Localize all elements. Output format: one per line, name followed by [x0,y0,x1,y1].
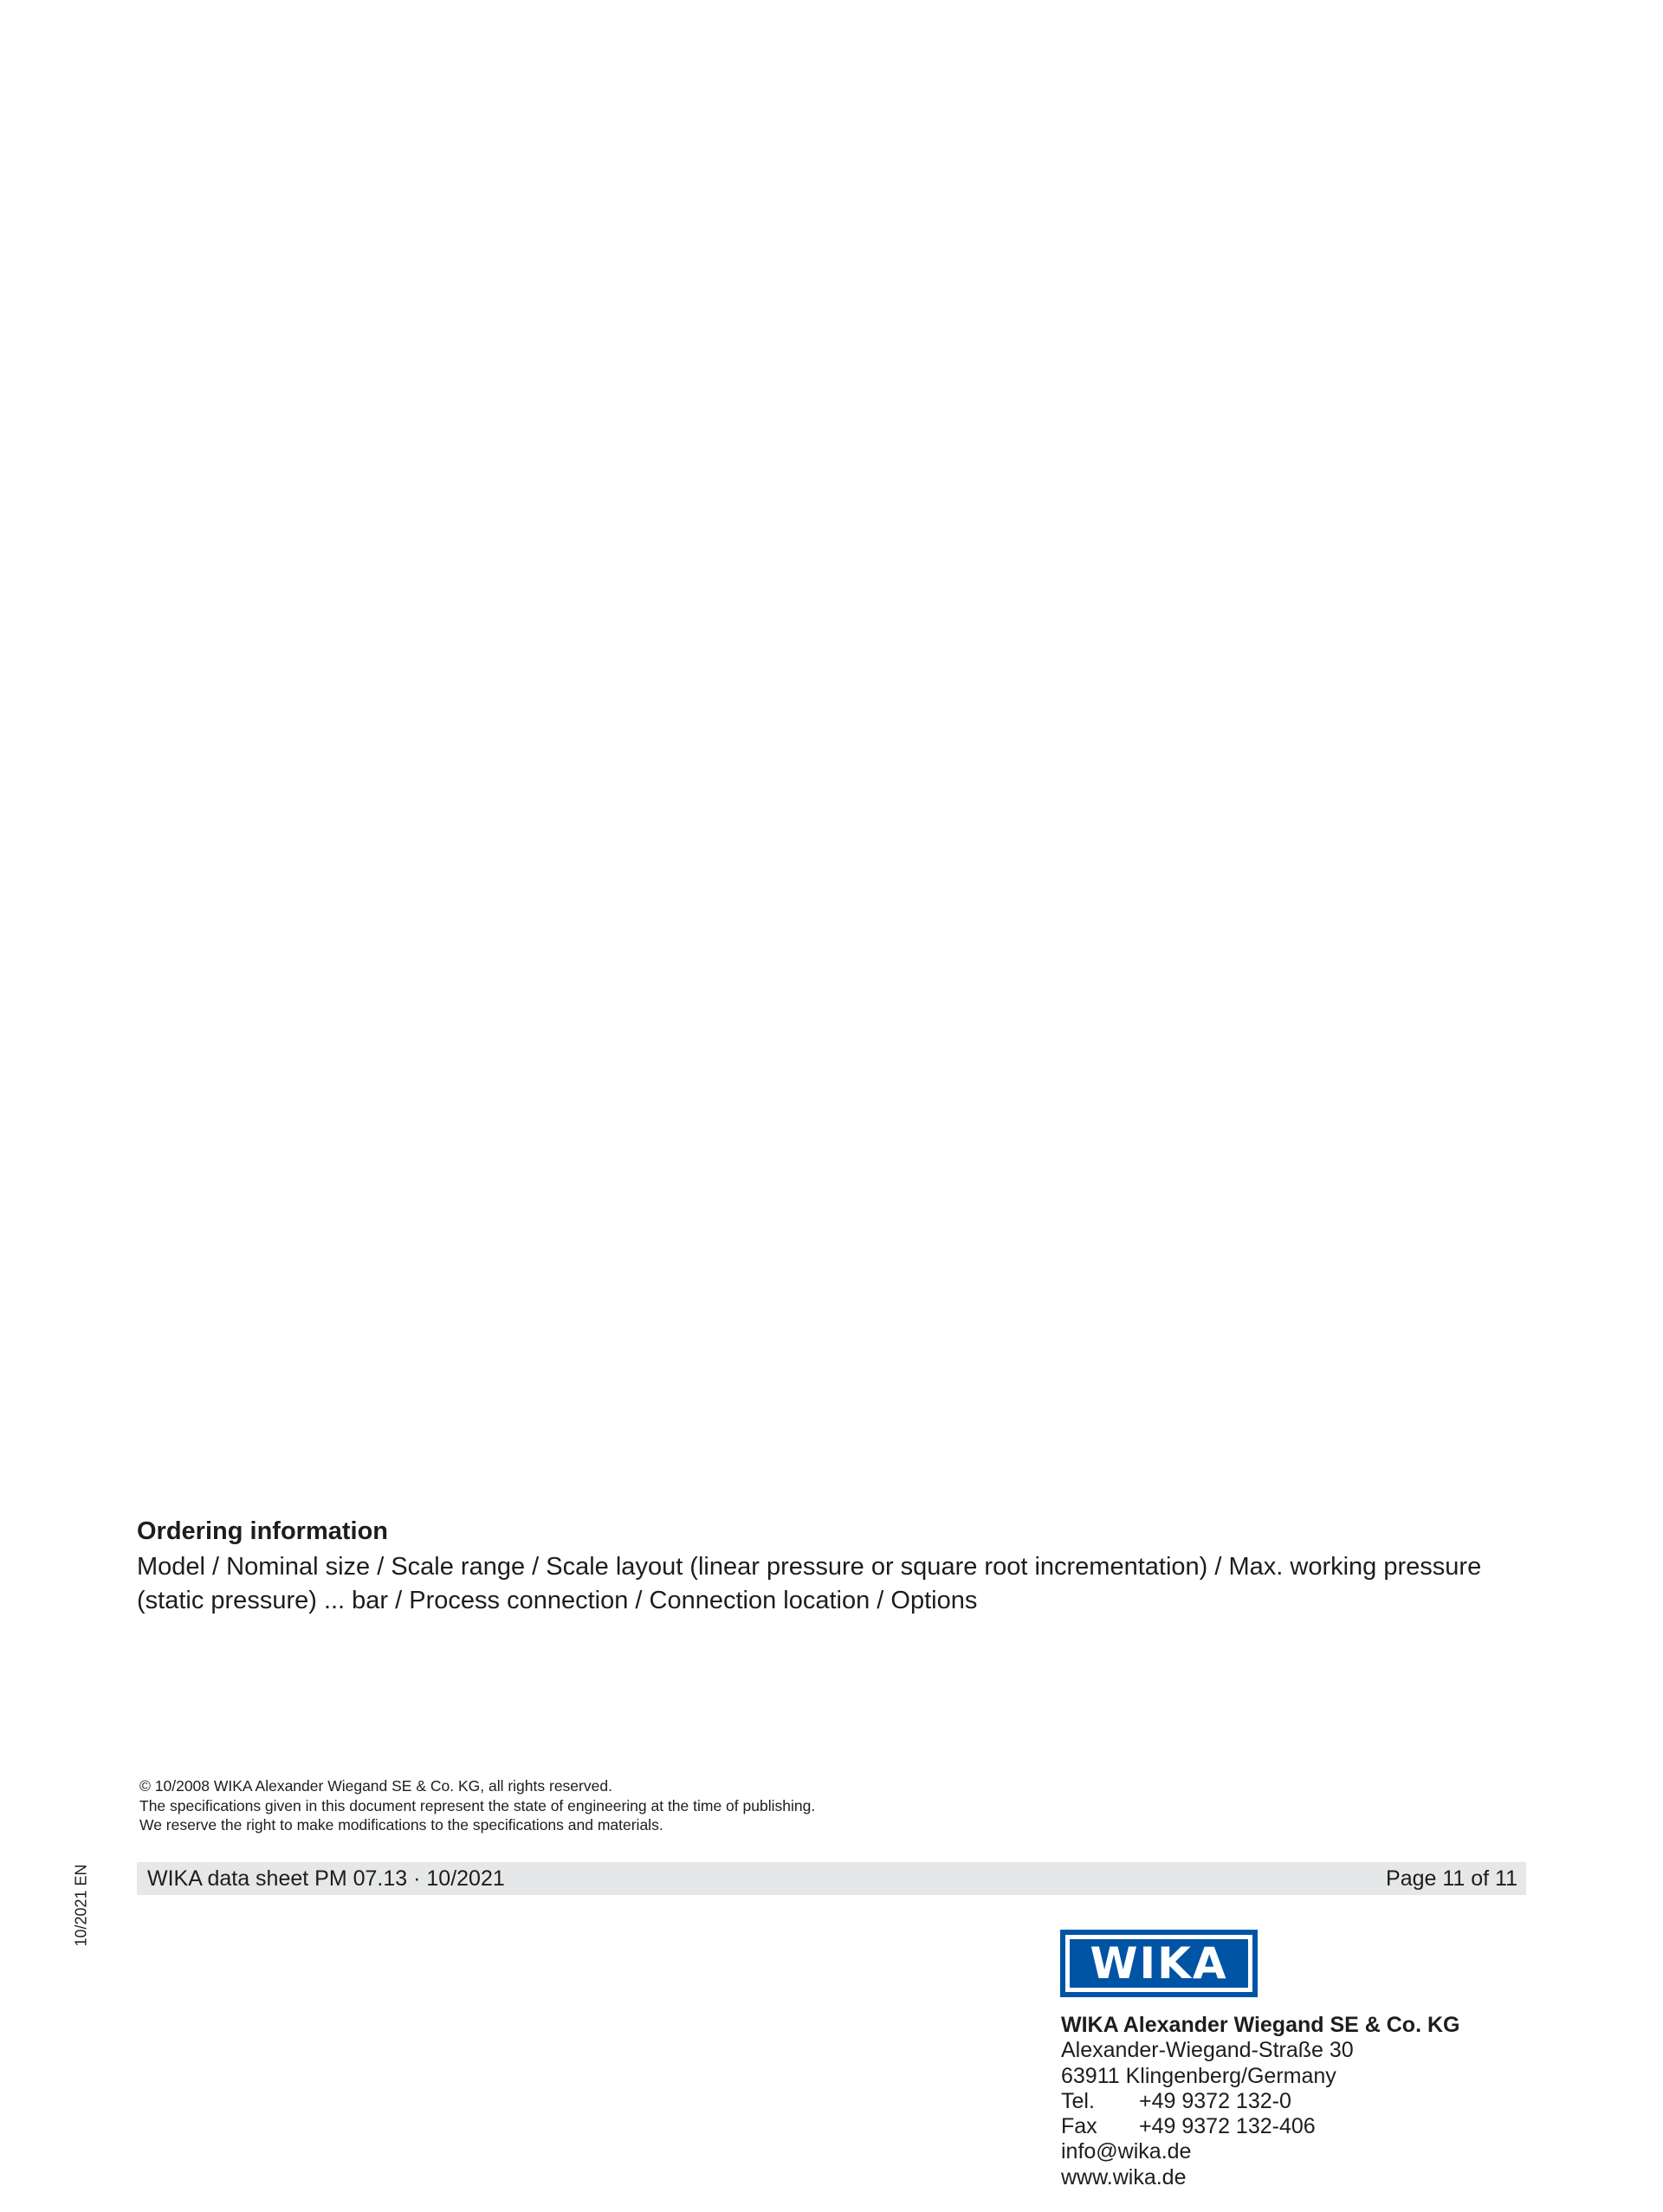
company-address [1061,2013,1459,2190]
ordering-heading: Ordering information [137,1517,388,1545]
fax-label: Fax [1061,2114,1097,2139]
specifications-line: The specifications given in this document represent the state of engineering at the time of publishing. [139,1796,816,1814]
fax-number: +49 9372 132-406 [1139,2114,1316,2139]
legal-notice [139,1776,815,1835]
footer-bar [137,1862,1526,1895]
page-number: Page 11 of 11 [1386,1866,1517,1891]
datasheet-reference: WIKA data sheet PM 07.13 · 10/2021 [147,1866,505,1891]
company-phone [1061,2089,1459,2114]
modifications-line: We reserve the right to make modifications to the specifications and materials. [139,1816,663,1834]
company-street: Alexander-Wiegand-Straße 30 [1061,2038,1354,2063]
edition-label: 10/2021 EN [72,1864,90,1947]
phone-label: Tel. [1061,2088,1095,2113]
ordering-text-line-2: (static pressure) ... bar / Process connection / Connection location / Options [137,1587,978,1614]
company-website-link[interactable]: www.wika.de [1061,2164,1187,2189]
wika-logo-text: WIKA [1090,1938,1228,1989]
company-fax [1061,2114,1459,2139]
company-city: 63911 Klingenberg/Germany [1061,2063,1336,2088]
ordering-information-section [137,1516,1488,1618]
phone-number[interactable]: +49 9372 132-0 [1139,2088,1291,2113]
wika-logo [1060,1930,1258,1997]
ordering-text-line-1: Model / Nominal size / Scale range / Scale layout (linear pressure or square root incrementation) / Max. working pressure [137,1553,1482,1581]
company-email-link[interactable]: info@wika.de [1061,2139,1192,2164]
copyright-line: © 10/2008 WIKA Alexander Wiegand SE & Co. KG, all rights reserved. [139,1777,612,1795]
company-name: WIKA Alexander Wiegand SE & Co. KG [1061,2013,1460,2037]
wika-logo-fill [1070,1939,1248,1988]
